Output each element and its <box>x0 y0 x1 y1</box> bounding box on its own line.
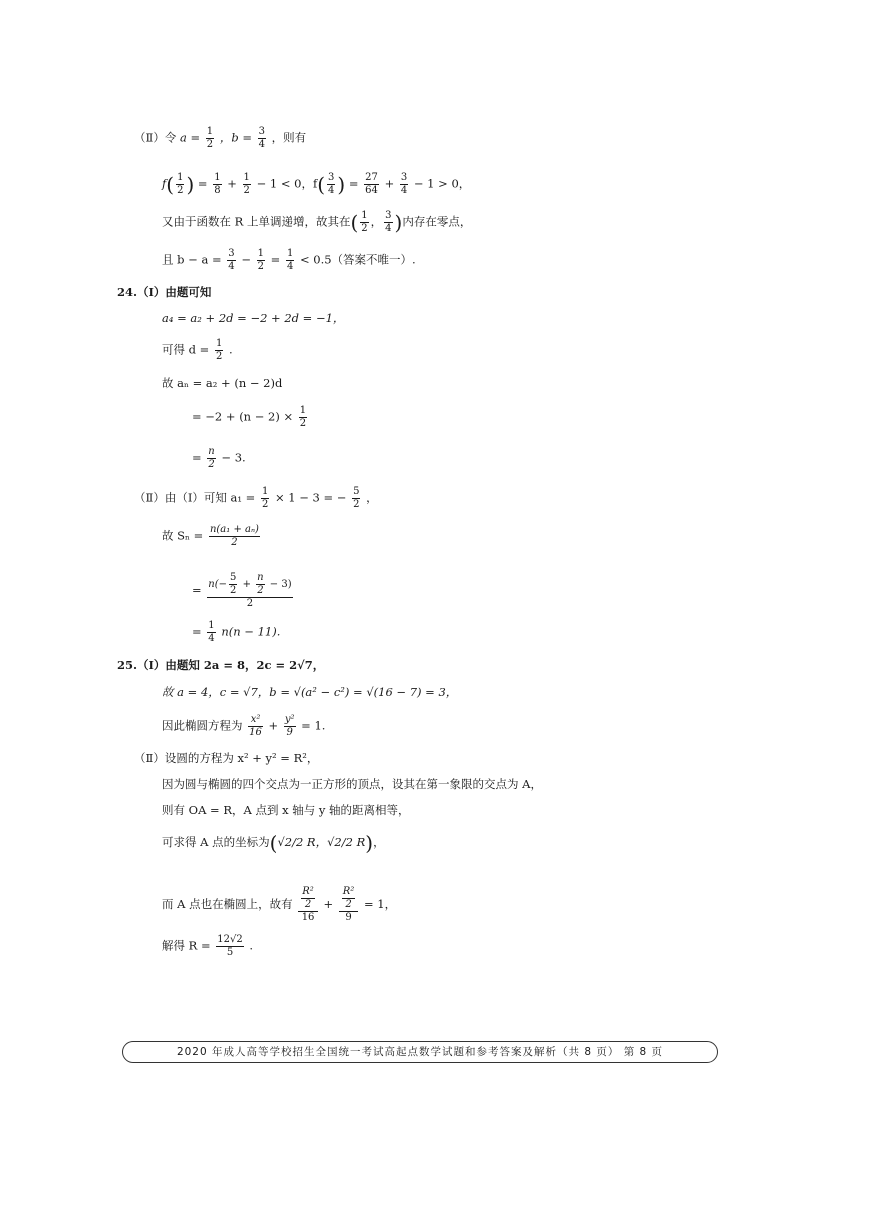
paren: ( <box>166 172 175 197</box>
num: R² <box>342 886 355 897</box>
num: 3 <box>385 210 392 221</box>
num <box>339 886 359 912</box>
text: = −2 + (n − 2) × <box>192 409 297 424</box>
num: 1 <box>215 338 223 349</box>
num: 1 <box>208 620 215 631</box>
den: 2 <box>345 899 352 910</box>
text: ，b = <box>219 130 256 145</box>
text: − 3) <box>266 579 292 590</box>
num: 1 <box>243 172 250 183</box>
fraction <box>286 248 294 273</box>
text: 且 b − a = <box>162 252 226 267</box>
num: 3 <box>228 248 235 259</box>
num: 1 <box>214 172 221 183</box>
fraction <box>209 524 260 549</box>
num: 1 <box>361 210 368 221</box>
text: + <box>239 579 255 590</box>
paren: ( <box>269 831 278 855</box>
text: − 1 > 0， <box>413 176 471 191</box>
num: 1 <box>286 248 294 259</box>
num: x² <box>248 714 263 727</box>
fraction <box>206 126 214 151</box>
s23-line-1 <box>134 126 306 151</box>
fraction <box>256 572 264 597</box>
den: 2 <box>261 499 269 510</box>
page-footer: 2020 年成人高等学校招生全国统一考试高起点数学试题和参考答案及解析（共 8 页） 第 8 页 <box>122 1041 718 1063</box>
den: 2 <box>304 899 312 910</box>
text: = <box>192 450 206 465</box>
text: ，则有 <box>271 130 307 145</box>
num: 27 <box>365 172 378 183</box>
den: 2 <box>361 223 368 234</box>
fraction <box>261 486 269 511</box>
text: = <box>192 583 206 597</box>
s24-head: 24.（Ⅰ）由题可知 <box>117 285 212 299</box>
num: 12√2 <box>217 934 243 945</box>
text: 而 A 点也在椭圆上，故有 <box>162 897 293 911</box>
fraction <box>213 172 221 197</box>
text: n(− <box>208 579 228 590</box>
fraction <box>360 210 368 235</box>
fraction <box>227 248 235 273</box>
num: n <box>257 572 264 583</box>
s25-line-4: 因为圆与椭圆的四个交点为一正方形的顶点，设其在第一象限的交点为 A， <box>162 777 542 791</box>
num <box>298 886 318 912</box>
text: − <box>241 252 251 267</box>
den: 16 <box>301 912 315 923</box>
fraction <box>342 886 356 911</box>
text: n(n − 11). <box>221 624 281 639</box>
text: （Ⅱ）由（Ⅰ）可知 a₁ = <box>134 490 259 505</box>
den: 2 <box>206 139 214 150</box>
den: 2 <box>246 598 254 609</box>
paren: ) <box>365 831 374 855</box>
text: = 1. <box>301 718 326 733</box>
num: 3 <box>258 126 266 137</box>
text: = <box>348 176 363 191</box>
num: 5 <box>230 572 237 583</box>
den: 2 <box>177 185 184 196</box>
den: 4 <box>400 185 408 196</box>
paren: ) <box>337 172 346 197</box>
text: = <box>197 176 212 191</box>
den: 9 <box>286 727 293 738</box>
text: 故 Sₙ = <box>162 528 207 543</box>
den: 2 <box>353 499 360 510</box>
s24-line-3: 故 aₙ = a₂ + (n − 2)d <box>162 376 283 390</box>
den: 2 <box>215 351 223 362</box>
fraction <box>400 172 408 197</box>
den: 2 <box>208 459 215 470</box>
s24-line-9 <box>192 620 280 645</box>
fraction <box>257 248 265 273</box>
s25-line-7 <box>162 886 396 924</box>
s24-line-1: a₄ = a₂ + 2d = −2 + 2d = −1， <box>162 311 345 325</box>
text: 又由于函数在 R 上单调递增，故其在 <box>162 214 351 229</box>
num: 1 <box>206 126 214 137</box>
num: n(a₁ + aₙ) <box>209 524 259 535</box>
num: 3 <box>328 172 335 183</box>
fraction <box>299 405 307 430</box>
den: 2 <box>231 537 238 548</box>
text: − 3. <box>221 450 246 465</box>
text: a = <box>179 130 204 145</box>
text: . <box>229 342 233 357</box>
text: + <box>268 718 279 733</box>
den: 64 <box>365 185 378 196</box>
s24-line-8 <box>192 572 295 610</box>
s24-line-7 <box>162 524 262 549</box>
num: 1 <box>257 248 264 259</box>
s23-line-2 <box>162 172 470 197</box>
text: + <box>227 176 237 191</box>
paren: ) <box>186 172 195 197</box>
fraction <box>384 210 392 235</box>
fraction <box>207 572 292 610</box>
den: 16 <box>249 727 262 738</box>
text: = <box>192 624 206 639</box>
fraction <box>258 126 266 151</box>
den: 4 <box>228 261 235 272</box>
text: = 1， <box>363 897 397 911</box>
num: 3 <box>400 172 408 183</box>
text: + <box>323 897 334 911</box>
paren: ) <box>394 210 403 235</box>
s25-line-6: 可求得 A 点的坐标为(√2/2 R，√2/2 R)， <box>162 831 385 855</box>
num: 5 <box>353 486 360 497</box>
num: R² <box>302 886 314 897</box>
fraction <box>352 486 360 511</box>
s25-line-5: 则有 OA = R，A 点到 x 轴与 y 轴的距离相等， <box>162 803 410 817</box>
fraction <box>298 886 318 924</box>
text: 可得 d = <box>162 342 213 357</box>
s23-line-4 <box>162 248 416 273</box>
den: 2 <box>243 185 250 196</box>
text: 解得 R = <box>162 938 215 953</box>
s24-line-6 <box>134 486 378 511</box>
s25-line-8 <box>162 934 253 959</box>
den: 2 <box>299 418 307 429</box>
den: 2 <box>257 585 264 596</box>
fraction <box>248 714 263 739</box>
text: 可求得 A 点的坐标为 <box>162 835 270 849</box>
text: 因此椭圆方程为 <box>162 718 243 733</box>
den: 8 <box>214 185 221 196</box>
paren: ( <box>350 210 359 235</box>
fraction <box>216 934 243 959</box>
fraction <box>243 172 251 197</box>
num: y² <box>284 714 295 725</box>
fraction <box>327 172 335 197</box>
text: f <box>162 176 167 191</box>
s25-line-2 <box>162 714 325 739</box>
fraction <box>176 172 184 197</box>
s24-line-2 <box>162 338 233 363</box>
num: 1 <box>299 405 307 416</box>
den: 4 <box>385 223 392 234</box>
text: 内存在零点， <box>402 214 472 229</box>
fraction <box>229 572 237 597</box>
text: × 1 − 3 = − <box>274 490 347 505</box>
text: − 1 < 0，f <box>256 176 318 191</box>
s24-line-5 <box>192 446 246 471</box>
den: 5 <box>226 947 234 958</box>
den: 4 <box>328 185 335 196</box>
text: < 0.5（答案不唯一）. <box>299 252 416 267</box>
num: 1 <box>261 486 269 497</box>
fraction <box>207 620 215 645</box>
den: 2 <box>230 585 237 596</box>
num: n <box>208 446 215 457</box>
text: √2/2 R，√2/2 R <box>277 835 366 849</box>
fraction <box>215 338 223 363</box>
den: 4 <box>208 633 215 644</box>
den: 9 <box>345 912 352 923</box>
den: 4 <box>286 261 294 272</box>
den: 4 <box>258 139 266 150</box>
fraction <box>284 714 296 739</box>
s24-line-4 <box>192 405 309 430</box>
text: ， <box>366 490 378 505</box>
den: 2 <box>257 261 264 272</box>
s25-line-1: 故 a = 4，c = √7，b = √(a² − c²) = √(16 − 7) = 3， <box>162 685 458 699</box>
fraction <box>339 886 359 924</box>
text: = <box>270 252 281 267</box>
text: . <box>249 938 254 953</box>
paren: ( <box>317 172 326 197</box>
fraction <box>301 886 315 911</box>
num <box>207 572 292 598</box>
fraction <box>364 172 379 197</box>
text: （Ⅱ）令 <box>134 130 177 145</box>
text: + <box>384 176 395 191</box>
s25-head: 25.（Ⅰ）由题知 2a = 8，2c = 2√7， <box>117 658 325 672</box>
s23-line-3: 又由于函数在 R 上单调递增，故其在( $\frac{1}{2}$ ， $\frac{3}{4}$ )内存在零点， <box>162 210 472 235</box>
fraction <box>207 446 215 471</box>
num: 1 <box>177 172 184 183</box>
s25-line-3: （Ⅱ）设圆的方程为 x² + y² = R²， <box>134 751 319 765</box>
